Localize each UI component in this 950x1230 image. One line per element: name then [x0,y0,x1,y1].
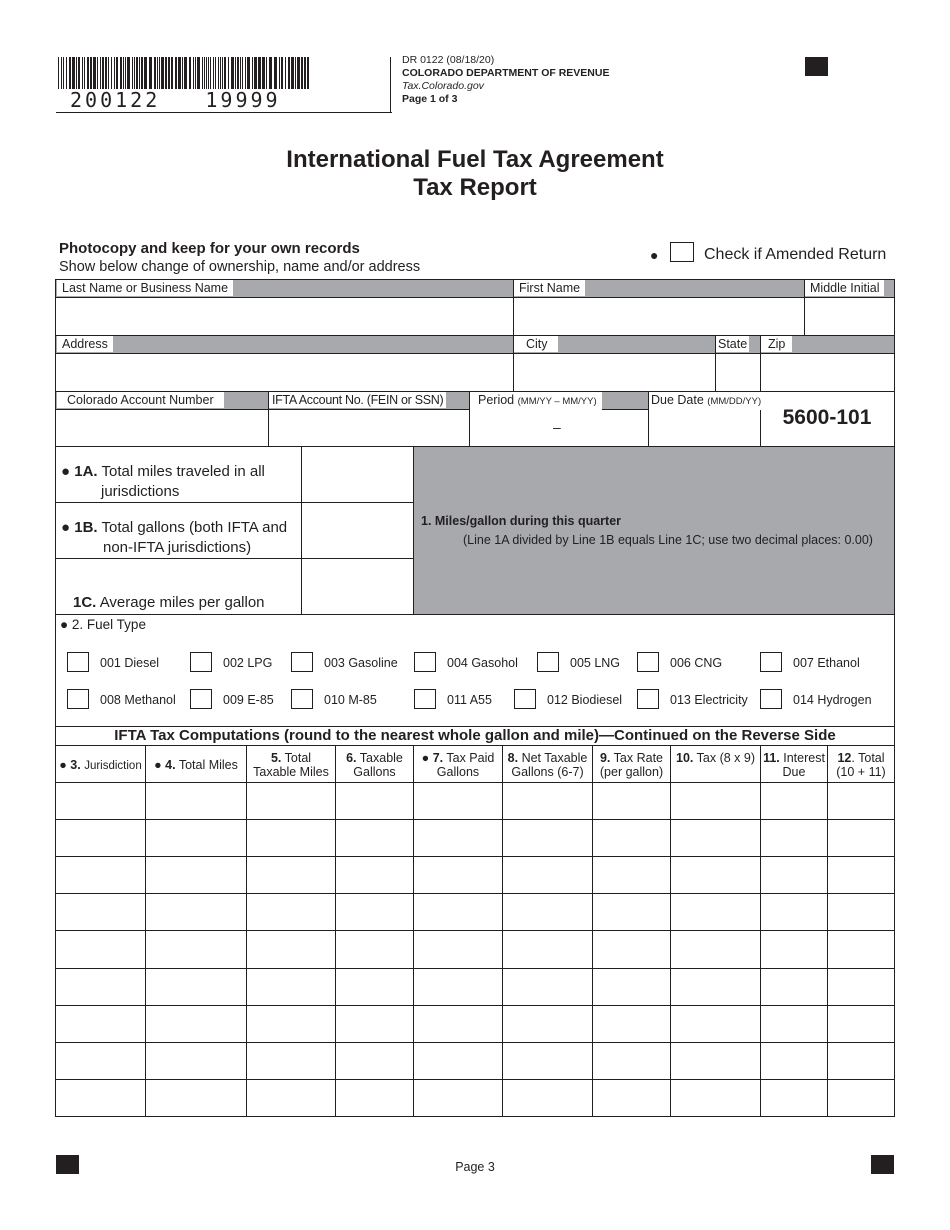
barcode-bar [258,57,261,89]
amended-return-checkbox[interactable] [670,242,694,262]
barcode-bar [228,57,229,89]
barcode-bar [245,57,246,89]
col-header-net-taxable [503,751,592,779]
col-header-tax [671,751,760,765]
address-label: Address [57,336,113,352]
barcode-bar [301,57,303,89]
barcode-bar [168,57,170,89]
barcode-bar [136,57,138,89]
barcode-bar [269,57,272,89]
barcode-bar [231,57,234,89]
barcode-bar [224,57,226,89]
col-label: Total [284,751,312,765]
col-label-2: Gallons (6-7) [511,765,584,779]
col-label: Jurisdiction [84,760,142,772]
col-label: Net Taxable [521,751,588,765]
fuel-label: 008 Methanol [100,693,176,707]
fuel-type-title-text: 2. Fuel Type [71,617,146,632]
col-label-2: (per gallon) [599,765,664,779]
colorado-account-label: Colorado Account Number [57,392,224,408]
barcode-bar [195,57,196,89]
barcode-bar [93,57,96,89]
barcode-bar [206,57,207,89]
page-number: Page 3 [455,1160,495,1174]
col-num: 4. [165,758,176,772]
col-header-jurisdiction: ● 3. Jurisdiction [59,758,142,772]
state-label: State [718,337,748,351]
line-1b-text-cont: non-IFTA jurisdictions) [103,539,252,556]
barcode-bar [262,57,265,89]
barcode-bar [254,57,257,89]
barcode-bar [90,57,92,89]
department-name: COLORADO DEPARTMENT OF REVENUE [402,67,610,79]
period-format: (MM/YY – MM/YY) [517,396,597,407]
col-num: 10. [676,751,694,765]
col-header-taxable-miles [247,751,335,779]
fuel-label: 011 A55 [447,693,492,707]
col-header-total [828,751,894,779]
fuel-label: 010 M-85 [324,693,377,707]
barcode-bar [82,57,83,89]
barcode-bar [247,57,250,89]
barcode-bar [100,57,101,89]
line-1a-number: 1A. [74,463,98,480]
barcode-bar [69,57,71,89]
barcode-bar [240,57,241,89]
barcode-bar [218,57,219,89]
col-header-taxable-gallons [336,751,413,779]
barcode-bar [125,57,126,89]
barcode-bar [139,57,140,89]
fuel-label: 002 LPG [223,656,273,670]
col-num: 5. [270,751,282,765]
barcode-bar [84,57,85,89]
last-name-label: Last Name or Business Name [57,280,233,296]
barcode-bar [266,57,267,89]
fuel-checkbox-lpg[interactable] [190,652,212,672]
barcode-bar [237,57,239,89]
first-name-label: First Name [514,280,585,296]
barcode-bar [304,57,306,89]
header-divider [390,57,391,113]
photocopy-note: Photocopy and keep for your own records [59,240,360,257]
barcode-bar [134,57,135,89]
barcode-bar [132,57,133,89]
fuel-checkbox-gasohol[interactable] [414,652,436,672]
fuel-label: 013 Electricity [670,693,748,707]
col-label: Tax Paid [446,751,495,765]
period-label [470,392,602,410]
fuel-label: 007 Ethanol [793,656,860,670]
fuel-checkbox-e85[interactable] [190,689,212,709]
fuel-type-title: ● 2. Fuel Type [60,617,146,632]
barcode-bar [175,57,177,89]
barcode-bar [66,57,67,89]
barcode-bar [288,57,290,89]
barcode-bar [184,57,187,89]
col-num: 11. [763,751,780,765]
barcode-bar [220,57,221,89]
barcode-bar [120,57,122,89]
title-line-1: International Fuel Tax Agreement [286,146,664,173]
barcode-bar [307,57,309,89]
barcode-digits: 200122 19999 [70,88,281,112]
line-1a-text: Total miles traveled in all [101,463,265,480]
fuel-checkbox-lng[interactable] [537,652,559,672]
website: Tax.Colorado.gov [402,80,484,92]
barcode-bar [281,57,283,89]
barcode-image [58,57,310,89]
due-date-format: (MM/DD/YY) [707,396,762,407]
barcode-bar [165,57,167,89]
line-1c-input[interactable] [302,559,413,614]
col-label-2: Gallons [353,765,396,779]
col-header-tax-paid-gallons: ● 7. Tax Paid Gallons [421,751,495,779]
fuel-checkbox-diesel[interactable] [67,652,89,672]
due-date-label-text: Due Date [651,393,704,407]
barcode-bar [291,57,294,89]
line-1b-text: Total gallons (both IFTA and [101,519,288,536]
fuel-checkbox-cng[interactable] [637,652,659,672]
line-1b-label: ● 1B. Total gallons (both IFTA and [61,519,288,536]
barcode-bar [108,57,109,89]
col-label: Tax (8 x 9) [696,751,755,765]
barcode-bar [76,57,77,89]
barcode-bar [61,57,62,89]
line-1c-label [73,593,265,612]
barcode-bar [127,57,130,89]
barcode-bar [215,57,216,89]
col-header-tax-rate [593,751,670,779]
fuel-checkbox-ethanol[interactable] [760,652,782,672]
col-label-2: Due [782,765,806,779]
page-of: Page 1 of 3 [402,93,458,105]
barcode-bar [157,57,158,89]
barcode-bar [235,57,236,89]
barcode-bar [171,57,173,89]
barcode-bar [242,57,243,89]
barcode-bar [114,57,115,89]
barcode-bar [178,57,181,89]
col-num: 7. [432,751,444,765]
barcode-bar [202,57,203,89]
barcode-bar [193,57,194,89]
col-header-interest [761,751,827,779]
barcode-bar [144,57,147,89]
fuel-label: 009 E-85 [223,693,274,707]
fuel-checkbox-methanol[interactable] [67,689,89,709]
bullet-icon: ● [650,247,659,263]
barcode-bar [141,57,143,89]
form-header [402,54,609,106]
barcode-bar [63,57,64,89]
barcode-bar [279,57,280,89]
barcode-bar [97,57,98,89]
barcode-bar [210,57,211,89]
barcode-bar [161,57,164,89]
barcode-bar [208,57,209,89]
barcode-bar [105,57,107,89]
barcode-bar [72,57,75,89]
col-header-total-miles: ● 4. Total Miles [154,758,238,772]
barcode-bar [116,57,118,89]
line-1b-input[interactable] [302,503,413,558]
barcode-bar [154,57,156,89]
barcode-bar [189,57,191,89]
account-code: 5600-101 [782,406,872,429]
line-1a-label: ● 1A. Total miles traveled in all [61,463,265,480]
fuel-checkbox-electricity[interactable] [637,689,659,709]
due-date-label [649,392,763,410]
line-1c-text: Average miles per gallon [99,594,265,611]
period-label-text: Period [478,393,515,407]
fuel-checkbox-a55[interactable] [414,689,436,709]
fuel-label: 005 LNG [570,656,621,670]
line-1b-number: 1B. [74,519,98,536]
fuel-checkbox-gasoline[interactable] [291,652,313,672]
barcode-bar [285,57,286,89]
fuel-checkbox-hydrogen[interactable] [760,689,782,709]
barcode-bar [149,57,152,89]
mpg-note [421,512,873,550]
fuel-label: 003 Gasoline [324,656,398,670]
col-label-2: Taxable Miles [253,765,329,779]
barcode-bar [295,57,296,89]
registration-mark [805,57,828,76]
barcode-bar [197,57,200,89]
line-1c-number: 1C. [73,594,97,611]
barcode-bar [78,57,80,89]
fuel-checkbox-biodiesel[interactable] [514,689,536,709]
col-num: 6. [346,751,357,765]
col-num: 12 [837,751,852,765]
col-num: 9. [599,751,611,765]
form-id: DR 0122 (08/18/20) [402,54,495,66]
barcode-bar [87,57,89,89]
barcode-bar [102,57,104,89]
barcode-bar [252,57,253,89]
period-dash: – [553,419,561,435]
fuel-label: 004 Gasohol [447,656,518,670]
fuel-label: 006 CNG [670,656,723,670]
computations-title: IFTA Tax Computations (round to the nearest whole gallon and mile)—Continued on the Reverse Side [114,727,836,744]
col-label: . Total [851,751,885,765]
mpg-title: 1. Miles/gallon during this quarter [421,514,622,528]
show-below-note: Show below change of ownership, name and/or address [59,259,421,275]
col-label: Tax Rate [613,751,664,765]
col-label: Taxable [359,751,403,765]
fuel-label: 001 Diesel [100,656,160,670]
ifta-account-label: IFTA Account No. (FEIN or SSN) [269,392,446,408]
col-label: Interest [783,751,825,765]
line-1a-input[interactable] [302,447,413,502]
col-label-2: Gallons [436,765,480,779]
middle-initial-label: Middle Initial [805,280,884,296]
fuel-label: 014 Hydrogen [793,693,872,707]
zip-label: Zip [761,336,792,352]
title-line-2: Tax Report [413,174,537,201]
barcode-bar [204,57,205,89]
barcode-bar [213,57,214,89]
barcode-bar [182,57,183,89]
barcode-bar [123,57,124,89]
barcode-bar [159,57,160,89]
col-num: 3. [70,758,81,772]
barcode-bar [111,57,112,89]
barcode-rule [56,112,392,113]
col-num: 8. [507,751,519,765]
fuel-label: 012 Biodiesel [547,693,623,707]
city-label: City [514,336,558,352]
amended-return-label: Check if Amended Return [704,246,887,263]
barcode-bar [274,57,277,89]
barcode-bar [222,57,223,89]
barcode-bar [58,57,59,89]
mpg-description: (Line 1A divided by Line 1B equals Line 1C; use two decimal places: 0.00) [463,533,873,547]
barcode-bar [297,57,300,89]
col-label-2: (10 + 11) [836,765,886,779]
col-label: Total Miles [178,758,238,772]
page-title [0,146,950,202]
line-1a-text-cont: jurisdictions [101,483,180,500]
fuel-checkbox-m85[interactable] [291,689,313,709]
